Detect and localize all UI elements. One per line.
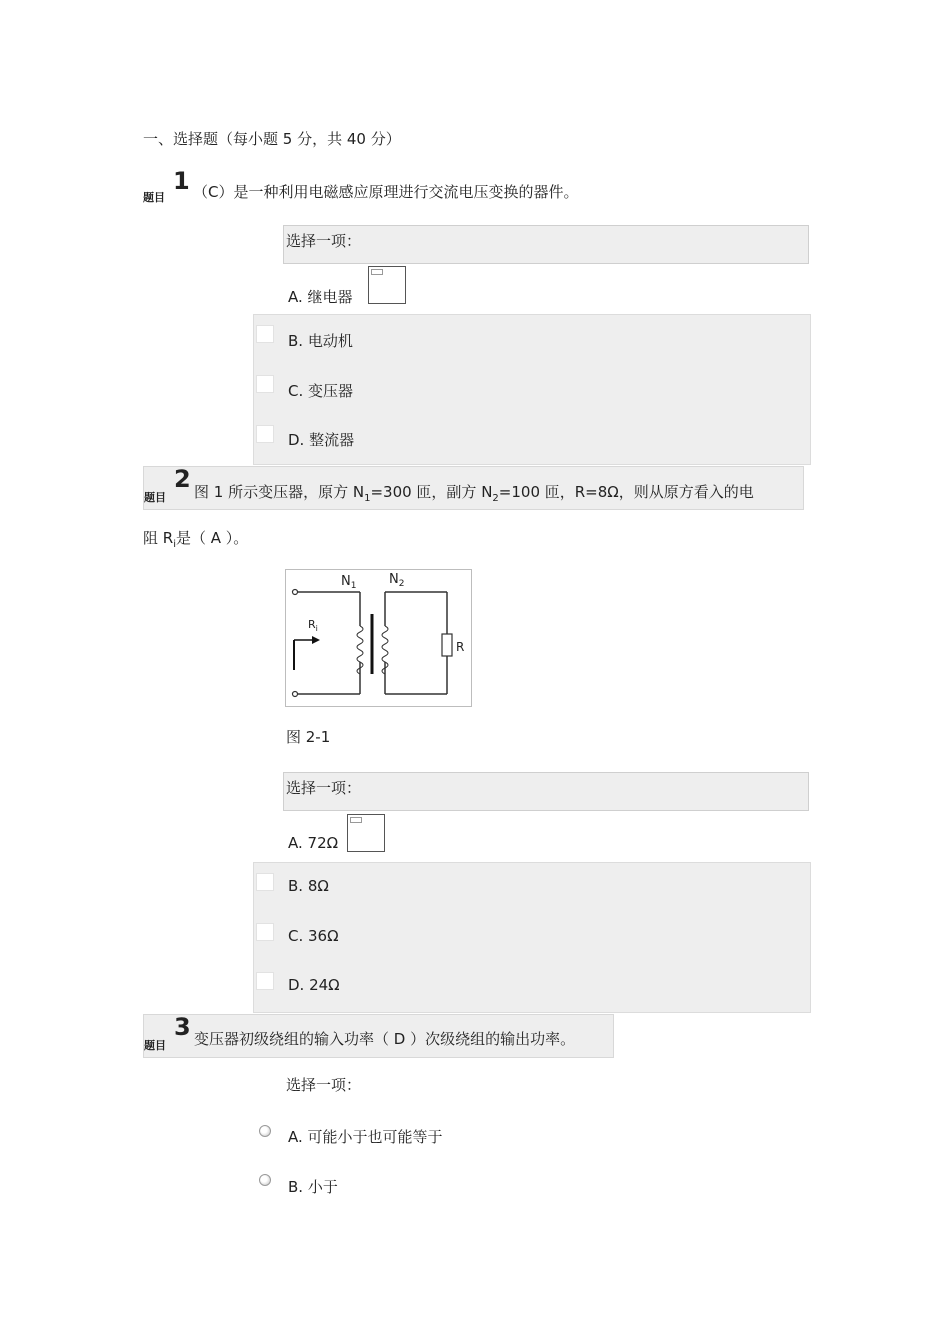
r-label: R <box>456 640 465 654</box>
option-a[interactable]: A. 可能小于也可能等于 <box>288 1128 443 1146</box>
option-a[interactable]: A. 72Ω <box>288 834 339 852</box>
transformer-diagram <box>286 570 471 706</box>
option-a-image-placeholder <box>347 814 385 852</box>
option-c-checkbox[interactable] <box>256 375 274 393</box>
question-3-header <box>143 1014 614 1058</box>
section-header: 一、选择题（每小题 5 分，共 40 分） <box>143 130 401 148</box>
question-label: 题目 <box>144 491 166 504</box>
option-b[interactable]: B. 小于 <box>288 1178 338 1196</box>
question-label: 题目 <box>144 1039 166 1052</box>
question-label: 题目 <box>143 191 165 204</box>
choose-prompt: 选择一项： <box>286 1076 362 1094</box>
option-d[interactable]: D. 24Ω <box>288 976 340 994</box>
choose-prompt: 选择一项： <box>286 232 362 250</box>
ri-label: $R_i$ <box>308 618 318 633</box>
choose-prompt: 选择一项： <box>286 779 362 797</box>
n2-label: $N_2$ <box>389 572 405 589</box>
question-number: 3 <box>174 1013 191 1041</box>
option-c[interactable]: C. 变压器 <box>288 382 354 400</box>
option-b-checkbox[interactable] <box>256 873 274 891</box>
question-text: 图 1 所示变压器，原方 $N_1=300$ 匝，副方 $N_2=100$ 匝，R=8Ω，则从原方看入的电 <box>194 483 754 504</box>
question-text: （C）是一种利用电磁感应原理进行交流电压变换的器件。 <box>193 183 579 201</box>
option-d[interactable]: D. 整流器 <box>288 431 355 449</box>
option-a-radio[interactable] <box>259 1125 271 1137</box>
option-d-checkbox[interactable] <box>256 972 274 990</box>
option-a[interactable]: A. 继电器 <box>288 288 353 306</box>
option-b-checkbox[interactable] <box>256 325 274 343</box>
question-text-continued: 阻 $R_i$是（ A ）。 <box>143 529 249 550</box>
option-d-checkbox[interactable] <box>256 425 274 443</box>
n1-label: $N_1$ <box>341 574 357 591</box>
answer-prompt-box <box>283 772 809 811</box>
question-number: 2 <box>174 465 191 493</box>
option-b[interactable]: B. 8Ω <box>288 877 329 895</box>
option-c-checkbox[interactable] <box>256 923 274 941</box>
question-2-header <box>143 466 804 510</box>
option-a-image-placeholder <box>368 266 406 304</box>
option-b-radio[interactable] <box>259 1174 271 1186</box>
option-b[interactable]: B. 电动机 <box>288 332 353 350</box>
question-number: 1 <box>173 167 190 195</box>
transformer-figure <box>285 569 472 707</box>
option-c[interactable]: C. 36Ω <box>288 927 339 945</box>
figure-caption: 图 2-1 <box>286 728 331 746</box>
question-text: 变压器初级绕组的输入功率（ D ）次级绕组的输出功率。 <box>194 1030 576 1048</box>
question-1-header <box>143 167 803 207</box>
answer-prompt-box <box>283 225 809 264</box>
